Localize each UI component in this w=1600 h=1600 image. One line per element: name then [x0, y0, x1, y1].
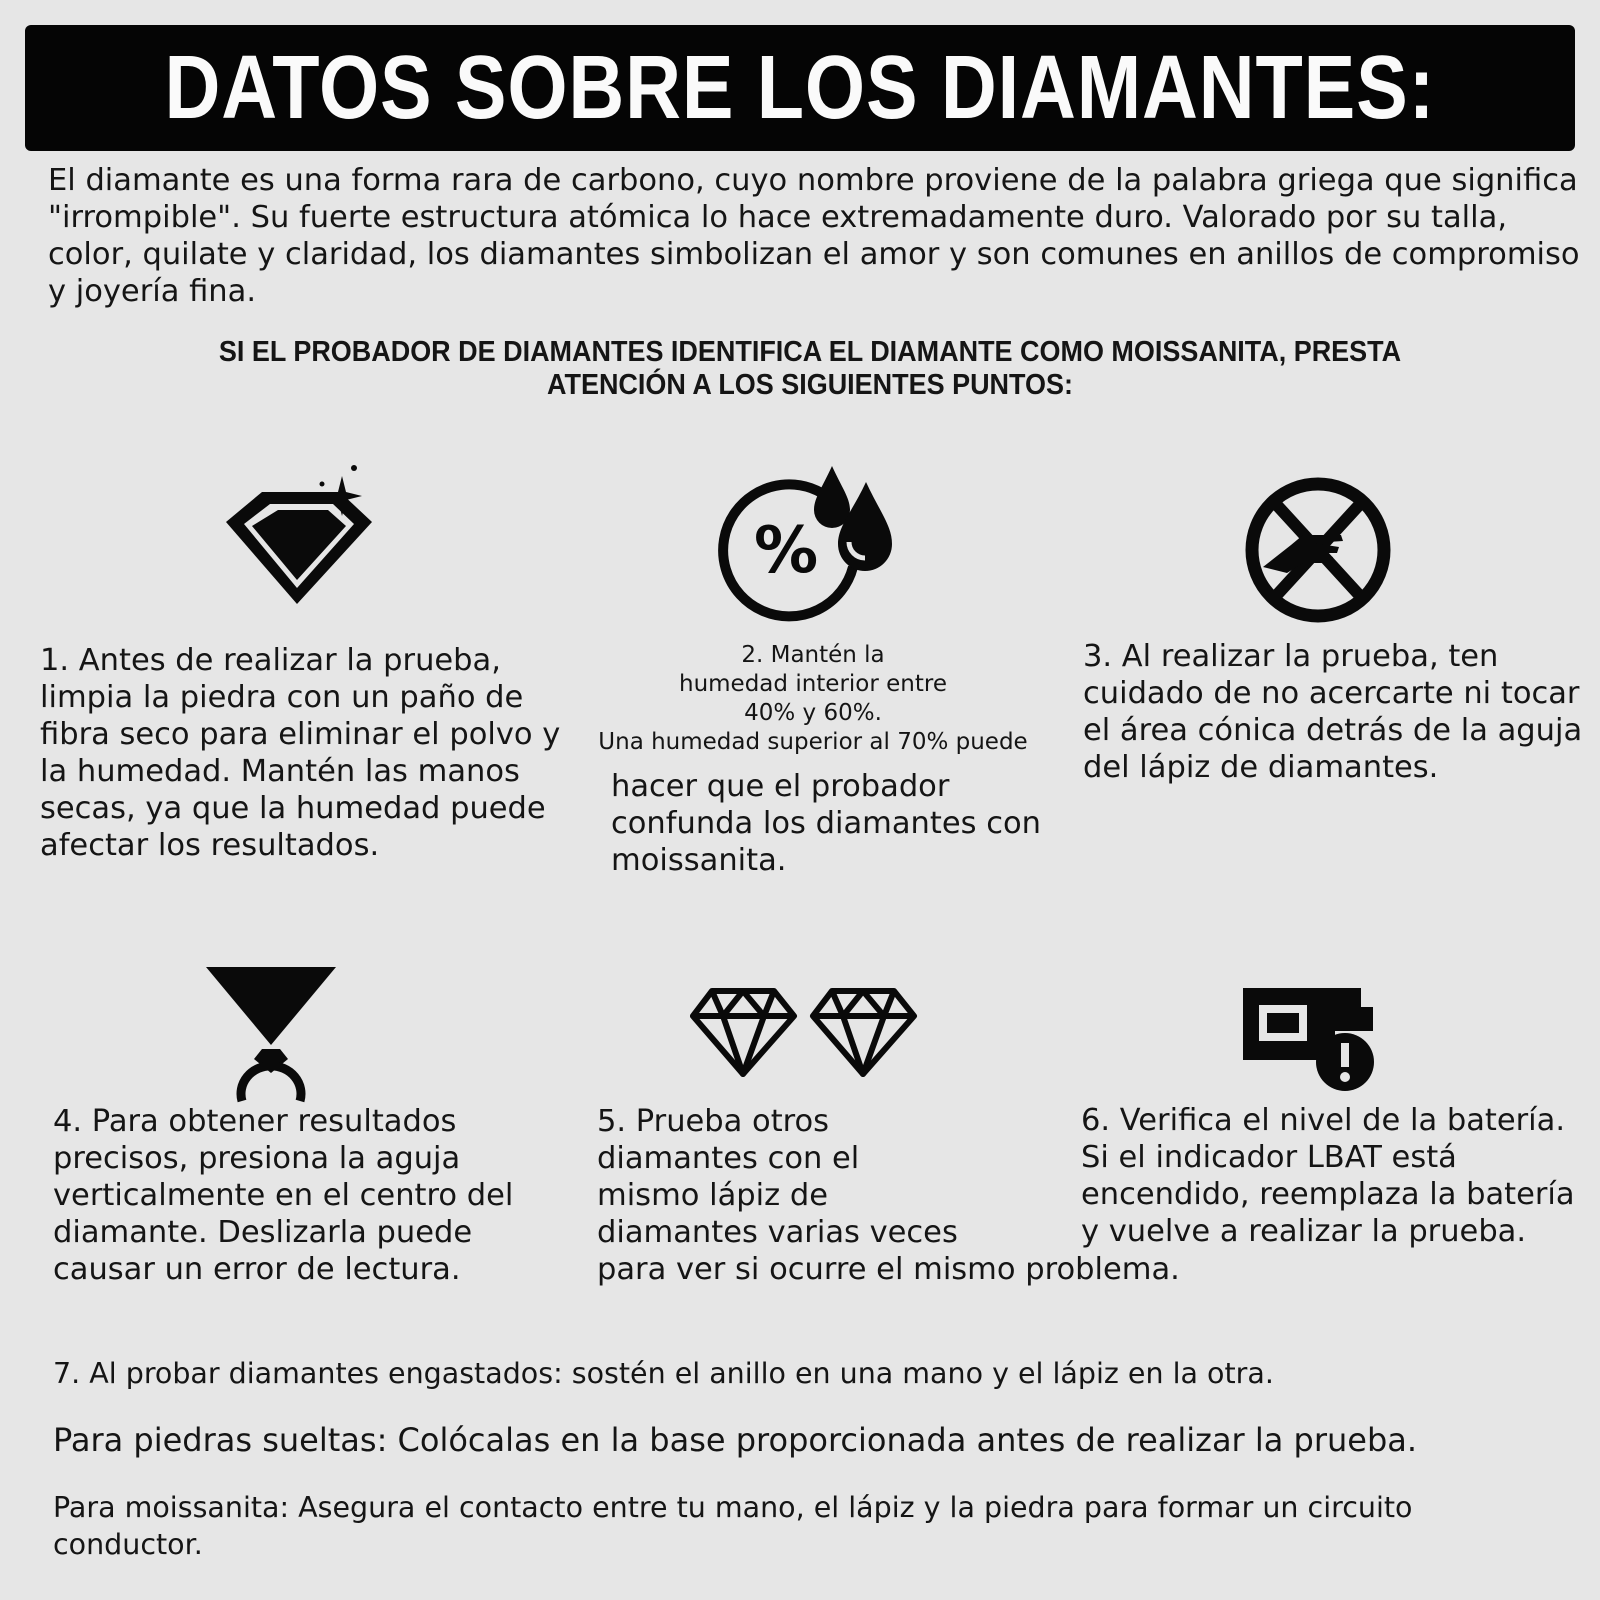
intro-paragraph: El diamante es una forma rara de carbono, cuyo nombre proviene de la palabra griega que significa "irrompible". Su fuerte estructura atómica lo hace extremadamente duro. Valorado por su talla, color, quilate y claridad, los diamantes simbolizan el amor y son comunes en anillos de compromiso y joyería fina. [48, 163, 1580, 309]
humidity-percent-icon [718, 462, 908, 622]
step-5-line-2: diamantes con el [597, 1141, 860, 1176]
page-title: DATOS SOBRE LOS DIAMANTES: [164, 37, 1436, 138]
step-2-text [588, 641, 1038, 757]
vertical-needle-ring-icon [202, 963, 342, 1103]
sparkling-diamond-icon [222, 462, 382, 612]
step-2-continuation: hacer que el probador confunda los diamantes con moissanita. [611, 769, 1041, 878]
moissanite-note: Para moissanita: Asegura el contacto entre tu mano, el lápiz y la piedra para formar un circuito conductor. [53, 1491, 1413, 1561]
step-2-line-1: 2. Mantén la [741, 642, 885, 668]
step-3-text: 3. Al realizar la prueba, ten cuidado de no acercarte ni tocar el área cónica detrás de la aguja del lápiz de diamantes. [1083, 639, 1583, 785]
step-5-line-1: 5. Prueba otros [597, 1104, 830, 1139]
two-diamonds-icon [690, 988, 920, 1078]
step-6-text: 6. Verifica el nivel de la batería. Si el indicador LBAT está encendido, reemplaza la batería y vuelve a realizar la prueba. [1081, 1103, 1575, 1249]
step-7-text: 7. Al probar diamantes engastados: sostén el anillo en una mano y el lápiz en la otra. [53, 1357, 1274, 1390]
low-battery-warning-icon [1243, 985, 1383, 1095]
step-5-line-5: para ver si ocurre el mismo problema. [597, 1252, 1180, 1287]
step-2-line-2: humedad interior entre [679, 671, 947, 697]
section-heading: SI EL PROBADOR DE DIAMANTES IDENTIFICA EL DIAMANTE COMO MOISSANITA, PRESTA ATENCIÓN A LOS SIGUIENTES PUNTOS: [218, 336, 1402, 401]
step-1-text: 1. Antes de realizar la prueba, limpia la piedra con un paño de fibra seco para eliminar el polvo y la humedad. Mantén las manos secas, ya que la humedad puede afectar los resultados. [40, 643, 561, 863]
step-2-line-4: Una humedad superior al 70% puede [598, 729, 1028, 755]
no-touch-hand-icon [1243, 475, 1393, 625]
step-5-line-4: diamantes varias veces [597, 1215, 958, 1250]
title-banner [25, 25, 1575, 151]
step-5-line-3: mismo lápiz de [597, 1178, 828, 1213]
svg-text:%: % [753, 514, 819, 588]
loose-stones-note: Para piedras sueltas: Colócalas en la base proporcionada antes de realizar la prueba. [53, 1421, 1418, 1459]
step-2-line-3: 40% y 60%. [744, 700, 882, 726]
step-4-text: 4. Para obtener resultados precisos, presiona la aguja verticalmente en el centro del diamante. Deslizarla puede causar un error de lectura. [53, 1104, 514, 1287]
